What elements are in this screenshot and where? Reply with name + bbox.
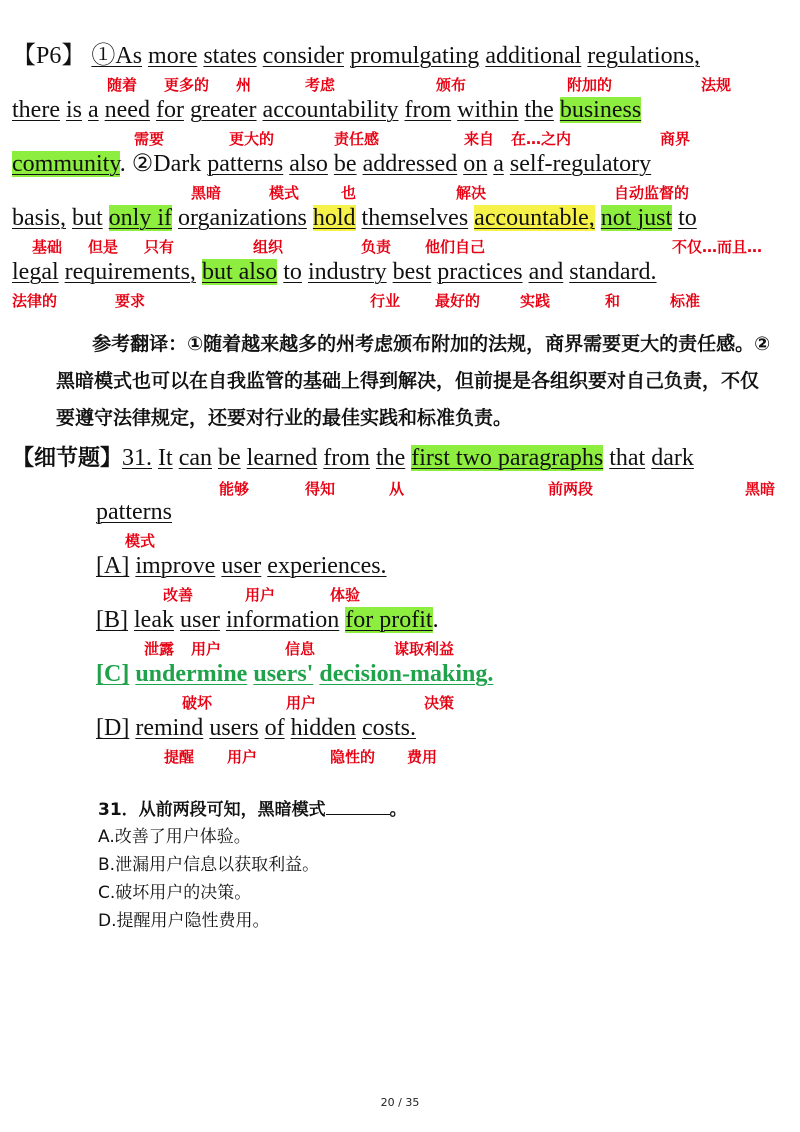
word: [D] [96, 715, 130, 741]
gloss-annotation: 谋取利益 [394, 640, 455, 658]
word: for [155, 97, 184, 123]
gloss-annotation: 和 [605, 292, 621, 310]
gloss-annotation: 自动监督的 [614, 184, 690, 202]
gloss-annotation: 负责 [361, 238, 392, 256]
gloss-annotation: 组织 [253, 238, 284, 256]
highlighted-word: hold [312, 205, 356, 231]
word: learned [246, 445, 318, 471]
word: best [392, 259, 432, 285]
gloss-annotation: 实践 [520, 292, 551, 310]
highlighted-word: community [12, 151, 120, 177]
gloss-annotation: 前两段 [548, 480, 594, 498]
gloss-annotation: 不仅…而且… [672, 238, 763, 256]
word: additional [485, 43, 582, 69]
gloss-annotation: 要求 [115, 292, 146, 310]
word: addressed [362, 151, 458, 177]
gloss-annotation: 颁布 [436, 76, 467, 94]
highlighted-word: first two paragraphs [411, 445, 604, 471]
text-line [96, 660, 493, 688]
gloss-annotation: 基础 [32, 238, 63, 256]
word: standard. [569, 259, 657, 285]
text-line [12, 444, 694, 473]
word: hidden [290, 715, 356, 741]
word: there [12, 97, 60, 123]
word: 【细节题】 [12, 446, 123, 471]
word: from [404, 97, 452, 123]
word: within [457, 97, 519, 123]
text-line [12, 96, 641, 124]
gloss-annotation: 费用 [407, 748, 438, 766]
gloss-annotation: 黑暗 [745, 480, 776, 498]
gloss-annotation: 用户 [191, 640, 222, 658]
text-line [12, 258, 657, 286]
text-line [96, 498, 172, 526]
word: user [179, 607, 220, 633]
word [554, 97, 560, 123]
word: and [528, 259, 564, 285]
word: basis, [12, 205, 66, 231]
text-line [96, 714, 416, 742]
word: users' [253, 661, 314, 687]
word: more [148, 43, 198, 69]
gloss-annotation: 需要 [134, 130, 165, 148]
reference-translation: 参考翻译：①随着越来越多的州考虑颁布附加的法规，商界需要更大的责任感。②黑暗模式也可以在自我监管的基础上得到解决，但前提是各组织要对自己负责，不仅要遵守法律规定，还要对行业的最佳实践和标准负责。 [56, 333, 771, 429]
word [595, 205, 601, 231]
text-line [12, 204, 697, 232]
highlighted-word: for profit [345, 607, 433, 633]
word: user [221, 553, 262, 579]
zh-option-a: A.改善了用户体验。 [98, 827, 251, 847]
word: be [333, 151, 357, 177]
word: It [158, 445, 173, 471]
gloss-annotation: 州 [236, 76, 252, 94]
word: 31. [122, 445, 153, 471]
word: legal [12, 259, 59, 285]
gloss-annotation: 法规 [701, 76, 732, 94]
word: organizations [178, 205, 307, 231]
highlighted-word: but also [201, 259, 278, 285]
word: industry [307, 259, 387, 285]
word: is [65, 97, 82, 123]
word: consider [262, 43, 344, 69]
gloss-annotation: 模式 [269, 184, 300, 202]
word [307, 205, 313, 231]
gloss-annotation: 用户 [245, 586, 276, 604]
word: states [203, 43, 257, 69]
gloss-annotation: 模式 [125, 532, 156, 550]
word: a [87, 97, 99, 123]
page-number: 20 / 35 [380, 1096, 420, 1109]
word: to [283, 259, 302, 285]
word: patterns [96, 499, 172, 525]
word: self-regulatory [509, 151, 652, 177]
gloss-annotation: 在…之内 [511, 130, 572, 148]
word: the [375, 445, 406, 471]
word: themselves [361, 205, 469, 231]
highlighted-word: only if [108, 205, 172, 231]
gloss-annotation: 决策 [424, 694, 455, 712]
word: regulations, [587, 43, 700, 69]
gloss-annotation: 附加的 [567, 76, 613, 94]
word: from [323, 445, 370, 471]
gloss-annotation: 黑暗 [191, 184, 222, 202]
gloss-annotation: 体验 [330, 586, 361, 604]
word: requirements, [64, 259, 196, 285]
gloss-annotation: 破坏 [182, 694, 213, 712]
answer-blank [326, 798, 390, 815]
word: on [463, 151, 488, 177]
text-line [12, 150, 651, 178]
word: also [289, 151, 328, 177]
gloss-annotation: 但是 [88, 238, 119, 256]
gloss-annotation: 解决 [456, 184, 487, 202]
word: [A] [96, 553, 130, 579]
zh-option-b: B.泄漏用户信息以获取利益。 [98, 855, 320, 875]
gloss-annotation: 信息 [285, 640, 316, 658]
word: remind [135, 715, 204, 741]
word: decision-making. [319, 661, 494, 687]
highlighted-word: accountable, [474, 205, 595, 231]
gloss-annotation: 更大的 [229, 130, 275, 148]
gloss-annotation: 得知 [305, 480, 336, 498]
word: improve [135, 553, 216, 579]
gloss-annotation: 标准 [670, 292, 701, 310]
word: experiences. [267, 553, 387, 579]
word: patterns [207, 151, 284, 177]
gloss-annotation: 最好的 [435, 292, 481, 310]
word: [B] [96, 607, 128, 633]
gloss-annotation: 提醒 [164, 748, 195, 766]
word: . [119, 151, 132, 177]
word: practices [437, 259, 523, 285]
gloss-annotation: 用户 [227, 748, 258, 766]
gloss-annotation: 用户 [286, 694, 317, 712]
word: to [678, 205, 697, 231]
zh-option-d: D.提醒用户隐性费用。 [98, 911, 270, 931]
word: can [178, 445, 212, 471]
word: information [225, 607, 340, 633]
highlighted-word: not just [600, 205, 673, 231]
word: . [432, 607, 439, 633]
word: greater [189, 97, 257, 123]
gloss-annotation: 能够 [219, 480, 250, 498]
gloss-annotation: 考虑 [305, 76, 336, 94]
word: a [493, 151, 504, 177]
word: dark [651, 445, 694, 471]
gloss-annotation: 只有 [144, 238, 175, 256]
gloss-annotation: 责任感 [334, 130, 380, 148]
gloss-annotation: 也 [341, 184, 357, 202]
gloss-annotation: 行业 [370, 292, 401, 310]
word: the [524, 97, 554, 123]
highlighted-word: business [559, 97, 642, 123]
gloss-annotation: 来自 [464, 130, 495, 148]
gloss-annotation: 商界 [660, 130, 691, 148]
zh-question-stem: 31．从前两段可知，黑暗模式 。 [98, 800, 407, 820]
gloss-annotation: 改善 [163, 586, 194, 604]
gloss-annotation: 随着 [107, 76, 138, 94]
word: that [609, 445, 646, 471]
word: ②Dark [131, 151, 202, 177]
gloss-annotation: 泄露 [144, 640, 175, 658]
gloss-annotation: 法律的 [12, 292, 58, 310]
word: users [209, 715, 259, 741]
text-line [96, 552, 387, 580]
word: 【P6】 [12, 43, 86, 69]
word: promulgating [349, 43, 480, 69]
word: be [218, 445, 241, 471]
word: costs. [361, 715, 416, 741]
word: accountability [262, 97, 399, 123]
gloss-annotation: 从 [389, 480, 405, 498]
gloss-annotation: 更多的 [164, 76, 210, 94]
word: undermine [135, 661, 248, 687]
word: of [264, 715, 285, 741]
gloss-annotation: 他们自己 [425, 238, 486, 256]
text-line [96, 606, 439, 634]
word: need [104, 97, 150, 123]
text-line [12, 42, 700, 70]
word: leak [134, 607, 174, 633]
zh-option-c: C.破坏用户的决策。 [98, 883, 252, 903]
gloss-annotation: 隐性的 [330, 748, 376, 766]
word: but [72, 205, 103, 231]
word [103, 205, 109, 231]
word: [C] [96, 661, 130, 687]
word: ①As [91, 43, 143, 69]
